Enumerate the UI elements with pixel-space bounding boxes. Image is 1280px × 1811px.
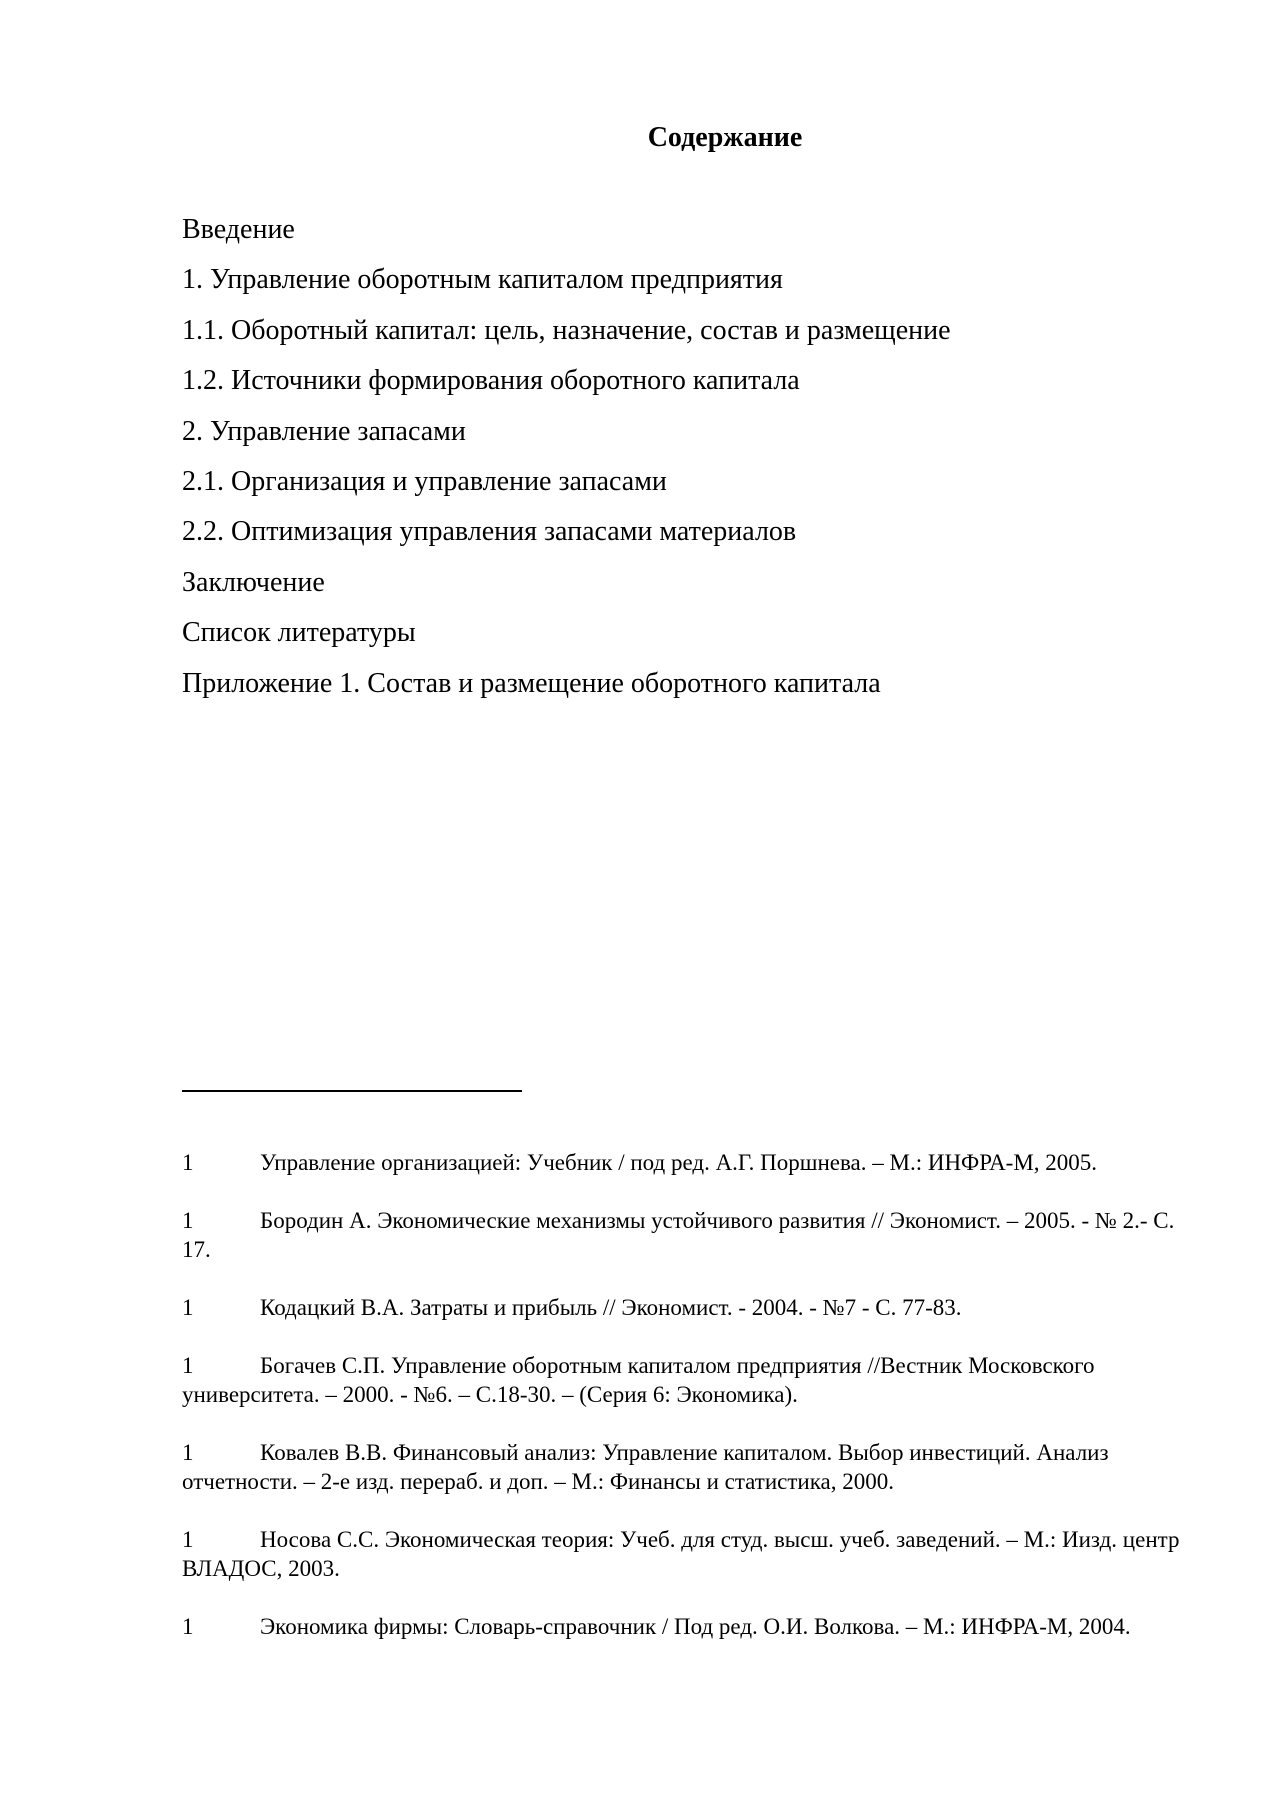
toc-item-references: Список литературы	[182, 617, 416, 649]
toc-item-section-1-1: 1.1. Оборотный капитал: цель, назначение, состав и размещение	[182, 314, 951, 346]
footnote	[182, 1206, 1182, 1264]
footnote	[182, 1148, 1182, 1177]
footnote-text: Управление организацией: Учебник / под ред. А.Г. Поршнева. – М.: ИНФРА-М, 2005.	[260, 1150, 1098, 1175]
footnote-text: Кодацкий В.А. Затраты и прибыль // Экономист. - 2004. - №7 - С. 77-83.	[260, 1295, 962, 1320]
footnote-mark: 1	[182, 1353, 194, 1378]
footnote-text: Богачев С.П. Управление оборотным капиталом предприятия //Вестник Московского университета. – 2000. - №6. – С.18-30. – (Серия 6: Экономика).	[182, 1353, 1095, 1407]
footnote-mark: 1	[182, 1527, 194, 1552]
footnote-text: Носова С.С. Экономическая теория: Учеб. для студ. высш. учеб. заведений. – М.: Иизд. центр ВЛАДОС, 2003.	[182, 1527, 1180, 1581]
footnote	[182, 1525, 1182, 1583]
footnote-separator	[182, 1090, 522, 1092]
toc-item-section-2-1: 2.1. Организация и управление запасами	[182, 465, 667, 497]
toc-item-section-2-2: 2.2. Оптимизация управления запасами материалов	[182, 516, 797, 548]
page-title: Содержание	[647, 122, 803, 153]
toc-item-introduction: Введение	[182, 214, 295, 245]
footnote-text: Экономика фирмы: Словарь-справочник / Под ред. О.И. Волкова. – М.: ИНФРА-М, 2004.	[260, 1614, 1131, 1639]
table-of-contents	[182, 210, 1182, 714]
toc-item-section-1-2: 1.2. Источники формирования оборотного капитала	[182, 365, 800, 397]
toc-item-chapter-2: 2. Управление запасами	[182, 415, 466, 447]
footnote	[182, 1293, 1182, 1322]
footnote-text: Бородин А. Экономические механизмы устойчивого развития // Экономист. – 2005. - № 2.- С. 17.	[182, 1208, 1175, 1262]
toc-item-appendix-1: Приложение 1. Состав и размещение оборотного капитала	[182, 667, 881, 699]
toc-item-conclusion: Заключение	[182, 566, 325, 598]
toc-item-chapter-1: 1. Управление оборотным капиталом предприятия	[182, 264, 783, 296]
footnote-mark: 1	[182, 1295, 194, 1320]
footnote-mark: 1	[182, 1440, 194, 1465]
footnote-mark: 1	[182, 1150, 194, 1175]
footnote	[182, 1438, 1182, 1496]
footnote	[182, 1351, 1182, 1409]
footnote	[182, 1612, 1182, 1641]
footnote-mark: 1	[182, 1208, 194, 1233]
footnote-text: Ковалев В.В. Финансовый анализ: Управление капиталом. Выбор инвестиций. Анализ отчетности. – 2-е изд. перераб. и доп. – М.: Финансы и статистика, 2000.	[182, 1440, 1109, 1494]
footnote-mark: 1	[182, 1614, 194, 1639]
footnotes	[182, 1148, 1182, 1670]
